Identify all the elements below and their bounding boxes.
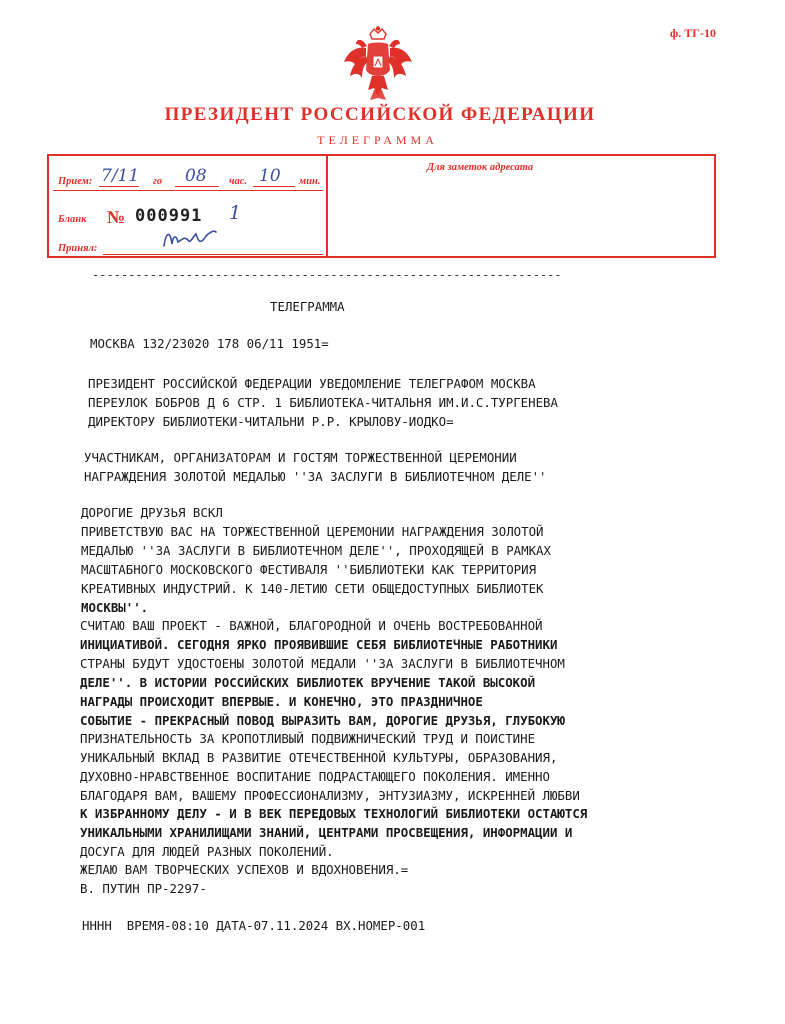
accepted-line — [103, 254, 323, 255]
telegram-heading: ТЕЛЕГРАММА — [270, 299, 345, 314]
recipients-line: УЧАСТНИКАМ, ОРГАНИЗАТОРАМ И ГОСТЯМ ТОРЖЕСТВЕННОЙ ЦЕРЕМОНИИ — [84, 450, 517, 465]
recipients-line: НАГРАЖДЕНИЯ ЗОЛОТОЙ МЕДАЛЬЮ ''ЗА ЗАСЛУГИ В БИБЛИОТЕЧНОМ ДЕЛЕ'' — [84, 469, 547, 484]
hour-line — [175, 186, 219, 187]
body-line: МЕДАЛЬЮ ''ЗА ЗАСЛУГИ В БИБЛИОТЕЧНОМ ДЕЛЕ'', ПРОХОДЯЩЕЙ В РАМКАХ — [81, 543, 551, 558]
body-line: ДУХОВНО-НРАВСТВЕННОЕ ВОСПИТАНИЕ ПОДРАСТАЮЩЕГО ПОКОЛЕНИЯ. ИМЕННО — [80, 769, 550, 784]
addressee-notes-label: Для заметок адресата — [427, 162, 534, 173]
address-line: ПРЕЗИДЕНТ РОССИЙСКОЙ ФЕДЕРАЦИИ УВЕДОМЛЕНИЕ ТЕЛЕГРАФОМ МОСКВА — [88, 376, 536, 391]
body-line: МОСКВЫ''. — [81, 600, 149, 615]
hour-prefix-label: го — [153, 176, 163, 187]
greeting-line: ДОРОГИЕ ДРУЗЬЯ ВСКЛ — [81, 505, 223, 520]
minutes-label: мин. — [299, 176, 321, 187]
body-line: СОБЫТИЕ - ПРЕКРАСНЫЙ ПОВОД ВЫРАЗИТЬ ВАМ, ДОРОГИЕ ДРУЗЬЯ, ГЛУБОКУЮ — [80, 713, 565, 728]
signature-line: В. ПУТИН ПР-2297- — [80, 881, 207, 896]
document-type-label: ТЕЛЕГРАММА — [317, 133, 438, 147]
signature-scrawl-icon — [160, 226, 220, 252]
closing-line: ЖЕЛАЮ ВАМ ТВОРЧЕСКИХ УСПЕХОВ И ВДОХНОВЕНИЯ.= — [80, 862, 409, 877]
body-line: ИНИЦИАТИВОЙ. СЕГОДНЯ ЯРКО ПРОЯВИВШИЕ СЕБЯ БИБЛИОТЕЧНЫЕ РАБОТНИКИ — [80, 637, 558, 652]
body-line: НАГРАДЫ ПРОИСХОДИТ ВПЕРВЫЕ. И КОНЕЧНО, ЭТО ПРАЗДНИЧНОЕ — [80, 694, 483, 709]
blank-handwritten-suffix: 1 — [229, 202, 242, 224]
body-line: ДЕЛЕ''. В ИСТОРИИ РОССИЙСКИХ БИБЛИОТЕК ВРУЧЕНИЕ ТАКОЙ ВЫСОКОЙ — [80, 675, 536, 690]
separator-dashed-line: ----------------------------------------------------------------- — [92, 268, 562, 282]
teletype-footer-line: НННН ВРЕМЯ-08:10 ДАТА-07.11.2024 ВХ.НОМЕР-001 — [82, 918, 426, 933]
address-line: ДИРЕКТОРУ БИБЛИОТЕКИ-ЧИТАЛЬНИ Р.Р. КРЫЛОВУ-ИОДКО= — [88, 414, 454, 429]
body-line: МАСШТАБНОГО МОСКОВСКОГО ФЕСТИВАЛЯ ''БИБЛИОТЕКИ КАК ТЕРРИТОРИЯ — [81, 562, 537, 577]
form-code: ф. ТГ-10 — [670, 26, 716, 40]
hours-label: час. — [229, 176, 248, 187]
reception-form-box — [47, 154, 716, 258]
blank-number-sign: № — [107, 207, 126, 227]
president-title: ПРЕЗИДЕНТ РОССИЙСКОЙ ФЕДЕРАЦИИ — [164, 104, 596, 125]
body-line: КРЕАТИВНЫХ ИНДУСТРИЙ. К 140-ЛЕТИЮ СЕТИ ОБЩЕДОСТУПНЫХ БИБЛИОТЕК — [81, 581, 544, 596]
blank-number: 000991 — [135, 206, 203, 226]
blank-label: Бланк — [58, 214, 87, 225]
body-line: К ИЗБРАННОМУ ДЕЛУ - И В ВЕК ПЕРЕДОВЫХ ТЕХНОЛОГИЙ БИБЛИОТЕКИ ОСТАЮТСЯ — [80, 806, 588, 821]
body-line: УНИКАЛЬНЫЙ ВКЛАД В РАЗВИТИЕ ОТЕЧЕСТВЕННОЙ КУЛЬТУРЫ, ОБРАЗОВАНИЯ, — [80, 750, 558, 765]
received-day-line — [99, 186, 139, 187]
body-line: ПРИВЕТСТВУЮ ВАС НА ТОРЖЕСТВЕННОЙ ЦЕРЕМОНИИ НАГРАЖДЕНИЯ ЗОЛОТОЙ — [81, 524, 544, 539]
row-rule-1 — [53, 190, 323, 191]
body-line: СТРАНЫ БУДУТ УДОСТОЕНЫ ЗОЛОТОЙ МЕДАЛИ ''ЗА ЗАСЛУГИ В БИБЛИОТЕЧНОМ — [80, 656, 565, 671]
form-divider — [326, 156, 328, 256]
minutes-value: 10 — [259, 166, 281, 186]
body-line: УНИКАЛЬНЫМИ ХРАНИЛИЩАМИ ЗНАНИЙ, ЦЕНТРАМИ ПРОСВЕЩЕНИЯ, ИНФОРМАЦИИ И — [80, 825, 573, 840]
address-line: ПЕРЕУЛОК БОБРОВ Д 6 СТР. 1 БИБЛИОТЕКА-ЧИТАЛЬНЯ ИМ.И.С.ТУРГЕНЕВА — [88, 395, 558, 410]
russian-double-headed-eagle-icon — [338, 26, 418, 106]
origin-line: МОСКВА 132/23020 178 06/11 1951= — [90, 336, 329, 351]
accepted-label: Принял: — [58, 243, 98, 254]
body-line: ПРИЗНАТЕЛЬНОСТЬ ЗА КРОПОТЛИВЫЙ ПОДВИЖНИЧЕСКИЙ ТРУД И ПОИСТИНЕ — [80, 731, 536, 746]
body-line: СЧИТАЮ ВАШ ПРОЕКТ - ВАЖНОЙ, БЛАГОРОДНОЙ И ОЧЕНЬ ВОСТРЕБОВАННОЙ — [80, 618, 543, 633]
hour-value: 08 — [185, 166, 207, 186]
received-day-value: 7/11 — [101, 166, 140, 186]
body-line: БЛАГОДАРЯ ВАМ, ВАШЕМУ ПРОФЕССИОНАЛИЗМУ, ЭНТУЗИАЗМУ, ИСКРЕННЕЙ ЛЮБВИ — [80, 788, 580, 803]
received-label: Прием: — [58, 176, 93, 187]
minutes-line — [253, 186, 295, 187]
body-line: ДОСУГА ДЛЯ ЛЮДЕЙ РАЗНЫХ ПОКОЛЕНИЙ. — [80, 844, 334, 859]
